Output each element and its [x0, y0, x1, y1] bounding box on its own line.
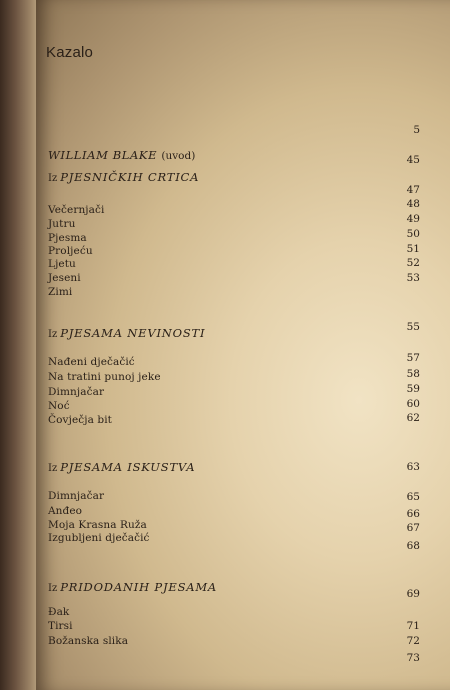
page-number: 57 [406, 352, 420, 364]
toc-entry-suffix: (uvod) [161, 150, 196, 162]
section-title: PJESAMA ISKUSTVA [60, 460, 196, 474]
toc-entry-title: Tirsi [48, 620, 73, 632]
page-number: 72 [406, 635, 420, 647]
toc-entry [48, 368, 420, 387]
toc-entry-title: Izgubljeni dječačić [48, 532, 150, 544]
toc-entry [48, 620, 420, 636]
page-number: 45 [406, 154, 420, 166]
toc-entry [48, 490, 420, 506]
page-number: 55 [406, 321, 420, 333]
page-number: 60 [406, 398, 420, 410]
page-number: 68 [406, 540, 420, 552]
page-number: 62 [406, 412, 420, 424]
page-number: 66 [406, 508, 420, 520]
toc-entry-title: Nađeni dječačić [48, 356, 135, 368]
toc-entry-title: Ljetu [48, 258, 76, 270]
toc-entry-title: Dimnjačar [48, 490, 105, 502]
section-prefix: Iz [48, 329, 58, 340]
toc-entry-title: Jutru [48, 218, 76, 230]
toc-entry-title: Jeseni [48, 272, 81, 284]
toc-entry [48, 352, 420, 372]
page-number: 48 [406, 198, 420, 210]
toc-section-heading [48, 460, 420, 476]
page-number: 51 [406, 243, 420, 255]
section-title: PJESNIČKIH CRTICA [60, 170, 200, 184]
toc-entry-title: Zimi [48, 286, 73, 298]
page-number: 73 [406, 652, 420, 664]
section-title: PRIDODANIH PJESAMA [60, 580, 218, 594]
toc-entry [48, 414, 420, 430]
page-number: 52 [406, 257, 420, 269]
toc-entry-title: Dimnjačar [48, 386, 105, 398]
toc-entry-title: WILLIAM BLAKE [48, 148, 158, 162]
toc-entry-title: Proljeću [48, 245, 93, 257]
toc-entry-title: Anđeo [48, 505, 83, 517]
page-number: 53 [406, 272, 420, 284]
page-number: 58 [406, 368, 420, 380]
page-number: 65 [406, 491, 420, 503]
page-number: 5 [413, 124, 420, 136]
section-title: PJESAMA NEVINOSTI [60, 326, 206, 340]
toc-entry-title: Na tratini punoj jeke [48, 371, 161, 383]
toc-row-blake [48, 148, 420, 164]
table-of-contents [36, 0, 450, 690]
toc-entry-title: Pjesma [48, 232, 87, 244]
book-spine [0, 0, 38, 690]
toc-page [36, 0, 450, 690]
toc-entry [48, 286, 420, 302]
toc-entry-title: Noć [48, 400, 70, 412]
page-title: Kazalo [46, 44, 94, 61]
toc-section-heading [48, 580, 420, 600]
toc-section-heading [48, 170, 420, 196]
page-number: 63 [406, 461, 420, 473]
toc-entry-title: Božanska slika [48, 635, 129, 647]
page-number: 71 [406, 620, 420, 632]
bleed-through-text [2, 6, 32, 96]
page-number: 59 [406, 383, 420, 395]
page-number: 69 [406, 588, 420, 600]
section-prefix: Iz [48, 463, 58, 474]
toc-entry-title: Čovječja bit [48, 414, 112, 426]
section-prefix: Iz [48, 583, 58, 594]
toc-entry [48, 532, 420, 548]
toc-section-heading [48, 321, 420, 342]
toc-row-intro [48, 124, 420, 140]
page-number: 47 [406, 184, 420, 196]
toc-entry-title: Đak [48, 606, 70, 618]
toc-entry-title: Večernjači [48, 204, 105, 216]
page-number: 49 [406, 213, 420, 225]
page-number: 67 [406, 522, 420, 534]
page-number: 50 [406, 228, 420, 240]
section-prefix: Iz [48, 173, 58, 184]
toc-entry-title: Moja Krasna Ruža [48, 519, 147, 531]
toc-entry [48, 635, 420, 651]
